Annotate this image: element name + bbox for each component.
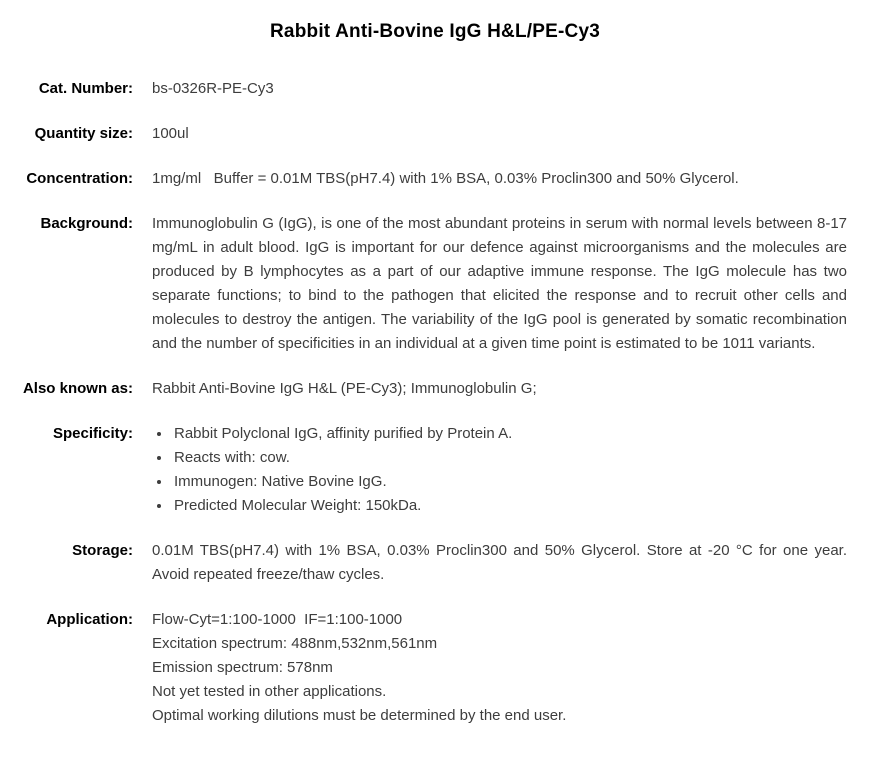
application-line: Not yet tested in other applications.: [152, 683, 387, 700]
cat-number-value: bs-0326R-PE-Cy3: [152, 80, 274, 97]
field-row-background: [0, 212, 870, 356]
quantity-size-value: 100ul: [152, 125, 189, 142]
application-line: Emission spectrum: 578nm: [152, 659, 333, 676]
specificity-label: Specificity:: [52, 425, 133, 442]
field-row-application: [0, 608, 870, 728]
concentration-label: Concentration:: [26, 170, 133, 187]
field-row-specificity: [0, 422, 870, 518]
field-row-concentration: [0, 167, 870, 191]
application-lines: [152, 608, 847, 728]
list-item: • Rabbit Polyclonal IgG, affinity purified by Protein A.: [172, 422, 847, 446]
background-label: Background:: [40, 215, 133, 232]
storage-value: 0.01M TBS(pH7.4) with 1% BSA, 0.03% Proclin300 and 50% Glycerol. Store at -20 °C for one year. Avoid repeated freeze/thaw cycles.: [152, 542, 847, 583]
quantity-size-label: Quantity size:: [34, 125, 133, 142]
application-label: Application:: [46, 611, 133, 628]
field-row-cat-number: [0, 77, 870, 101]
field-row-quantity-size: [0, 122, 870, 146]
specificity-list: [152, 422, 847, 518]
application-line: Optimal working dilutions must be determined by the end user.: [152, 707, 567, 724]
list-item: • Immunogen: Native Bovine IgG.: [172, 470, 847, 494]
application-line: Excitation spectrum: 488nm,532nm,561nm: [152, 635, 438, 652]
application-line: Flow-Cyt=1:100-1000 IF=1:100-1000: [152, 611, 403, 628]
field-row-storage: [0, 539, 870, 587]
concentration-value: 1mg/ml Buffer = 0.01M TBS(pH7.4) with 1% BSA, 0.03% Proclin300 and 50% Glycerol.: [152, 170, 739, 187]
list-item: • Predicted Molecular Weight: 150kDa.: [172, 494, 847, 518]
also-known-as-value: Rabbit Anti-Bovine IgG H&L (PE-Cy3); Immunoglobulin G;: [152, 380, 537, 397]
cat-number-label: Cat. Number:: [38, 80, 133, 97]
also-known-as-label: Also known as:: [22, 380, 133, 397]
list-item: • Reacts with: cow.: [172, 446, 847, 470]
storage-label: Storage:: [72, 542, 133, 559]
field-row-also-known-as: [0, 377, 870, 401]
page-title: Rabbit Anti-Bovine IgG H&L/PE-Cy3: [270, 21, 600, 42]
background-value: Immunoglobulin G (IgG), is one of the most abundant proteins in serum with normal levels between 8-17 mg/mL in adult blood. IgG is important for our defence against microorganisms and the molecules are produced by B lymphocytes as a part of our adaptive immune response. The IgG molecule has two separate functions; to bind to the pathogen that elicited the response and to recruit other cells and molecules to destroy the antigen. The variability of the IgG pool is generated by somatic recombination and the number of specificities in an individual at a given time point is estimated to be 1011 variants.: [152, 215, 847, 352]
